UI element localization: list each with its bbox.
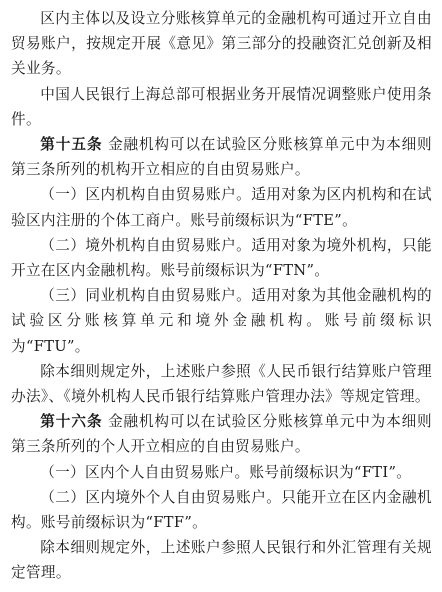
article-16-note	[11, 535, 432, 585]
article-heading: 第十六条	[40, 413, 103, 431]
paragraph-text: 中国人民银行上海总部可根据业务开展情况调整账户使用条件。	[11, 85, 432, 128]
article-16	[11, 409, 432, 459]
article-15	[11, 132, 432, 182]
article-heading: 第十五条	[40, 136, 103, 154]
paragraph-text: 除本细则规定外，上述账户参照《人民币银行结算账户管理办法》、《境外机构人民币银行结算账户管理办法》等规定管理。	[11, 362, 432, 406]
article-15-item-3	[11, 283, 432, 359]
paragraph-text: 金融机构可以在试验区分账核算单元中为本细则第三条所列的个人开立相应的自由贸易账户。	[11, 413, 432, 456]
paragraph-1	[11, 6, 432, 82]
paragraph-text: （二）境外机构自由贸易账户。适用对象为境外机构，只能开立在区内金融机构。账号前缀标识为“FTN”。	[11, 236, 432, 280]
article-15-note	[11, 359, 432, 409]
paragraph-text: 除本细则规定外，上述账户参照人民银行和外汇管理有关规定管理。	[11, 539, 432, 582]
article-16-item-1	[11, 460, 432, 485]
article-16-item-2	[11, 485, 432, 535]
paragraph-text: （二）区内境外个人自由贸易账户。只能开立在区内金融机构。账号前缀标识为“FTF”。	[11, 488, 432, 532]
paragraph-text: （三）同业机构自由贸易账户。适用对象为其他金融机构的试验区分账核算单元和境外金融机构。账号前缀标识为“FTU”。	[11, 287, 432, 355]
article-15-item-1	[11, 182, 432, 232]
paragraph-2	[11, 82, 432, 132]
paragraph-text: 区内主体以及设立分账核算单元的金融机构可通过开立自由贸易账户，按规定开展《意见》第三部分的投融资汇兑创新及相关业务。	[11, 10, 432, 78]
paragraph-text: 金融机构可以在试验区分账核算单元中为本细则第三条所列的机构开立相应的自由贸易账户。	[11, 136, 432, 179]
paragraph-text: （一）区内机构自由贸易账户。适用对象为区内机构和在试验区内注册的个体工商户。账号前缀标识为“FTE”。	[11, 186, 432, 229]
paragraph-text: （一）区内个人自由贸易账户。账号前缀标识为“FTI”。	[40, 463, 412, 481]
article-15-item-2	[11, 233, 432, 283]
